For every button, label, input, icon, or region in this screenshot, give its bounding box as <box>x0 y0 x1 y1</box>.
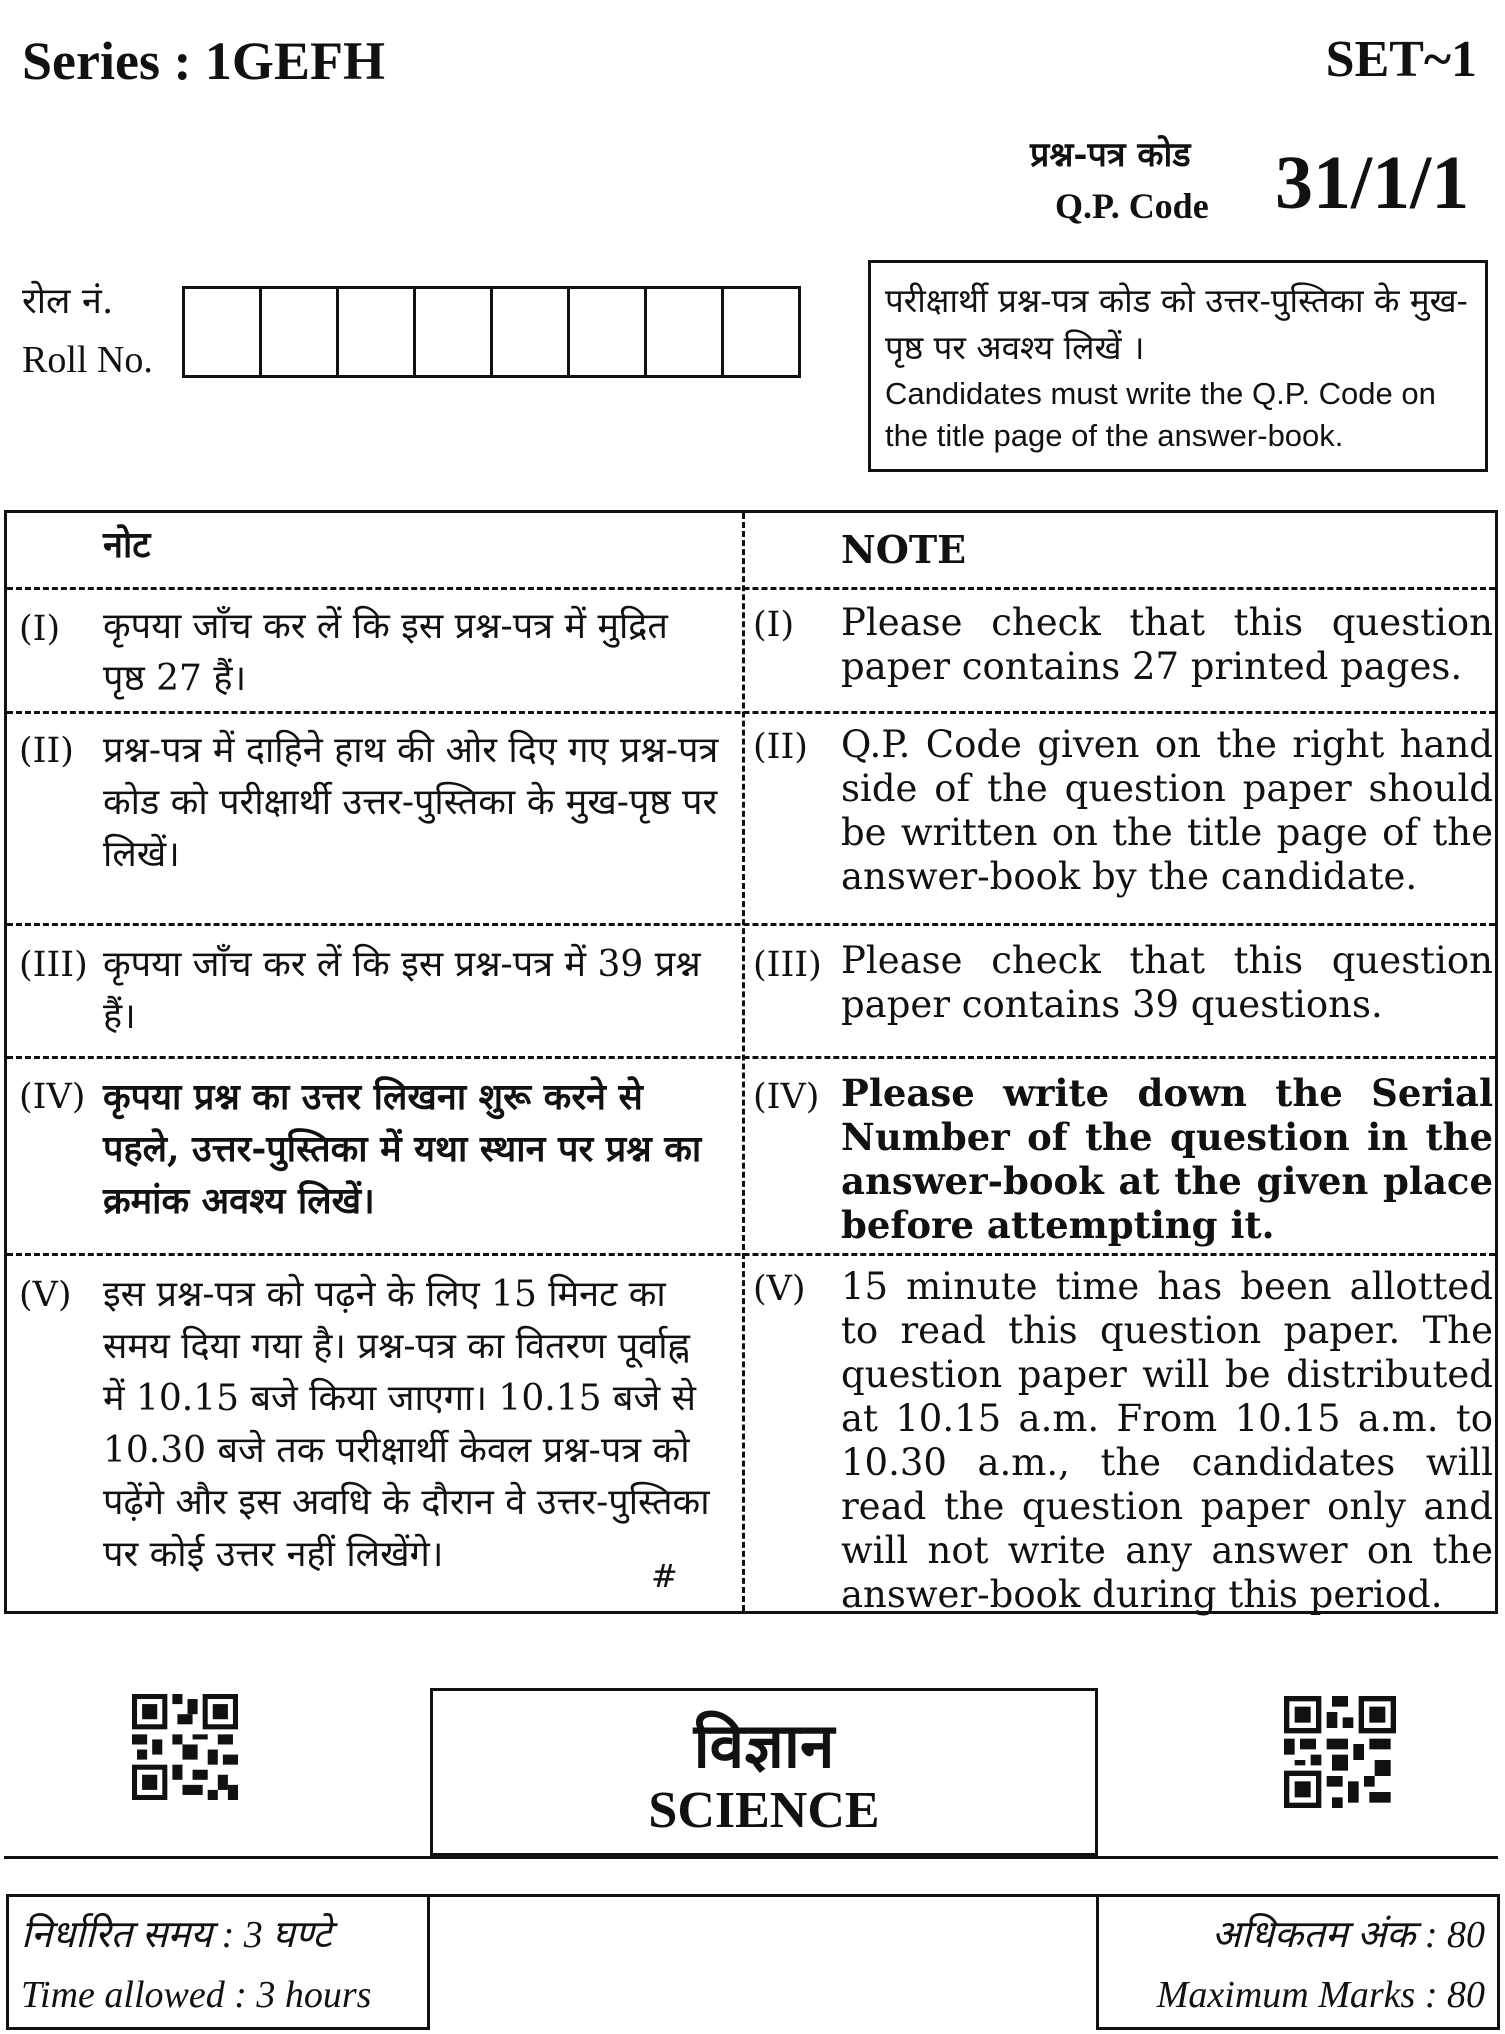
row-number: (V) <box>19 1275 72 1315</box>
row-divider <box>7 587 1495 590</box>
row-divider <box>7 1056 1495 1059</box>
qp-code-value: 31/1/1 <box>1275 141 1470 225</box>
note-row-hindi: कृपया जाँच कर लें कि इस प्रश्न-पत्र में 39 प्रश्न हैं। <box>103 944 701 1037</box>
subject-title-english: SCIENCE <box>648 1782 880 1839</box>
row-number: (II) <box>753 727 808 767</box>
candidate-instruction-english: Candidates must write the Q.P. Code on the title page of the answer-book. <box>885 376 1436 453</box>
note-row-english: 15 minute time has been allotted to read this question paper. The question paper will be distributed at 10.15 a.m. From 10.15 a.m. to 10.30 a.m., the candidates will read the question paper only and will not write any answer on the answer-book during this period. <box>841 1265 1493 1616</box>
row-divider <box>7 923 1495 926</box>
roll-digit-box[interactable] <box>724 289 798 375</box>
row-number: (I) <box>19 609 61 649</box>
series-label: Series : 1GEFH <box>22 31 385 91</box>
qp-code-label-english: Q.P. Code <box>1055 186 1209 226</box>
note-header-english: NOTE <box>841 527 967 572</box>
candidate-instruction-box <box>868 260 1488 472</box>
note-row-hindi: कृपया प्रश्न का उत्तर लिखना शुरू करने से पहले, उत्तर-पुस्तिका में यथा स्थान पर प्रश्न का क्रमांक अवश्य लिखें। <box>103 1076 702 1222</box>
hash-mark: # <box>651 1557 678 1595</box>
subject-box <box>430 1688 1098 1856</box>
note-header-hindi: नोट <box>103 524 151 566</box>
roll-digit-box[interactable] <box>570 289 647 375</box>
row-divider <box>7 711 1495 714</box>
note-row-hindi: इस प्रश्न-पत्र को पढ़ने के लिए 15 मिनट का समय दिया गया है। प्रश्न-पत्र का वितरण पूर्वाह्न में 10.15 बजे किया जाएगा। 10.15 बजे से 10.30 बजे तक परीक्षार्थी केवल प्रश्न-पत्र को पढ़ेंगे और इस अवधि के दौरान वे उत्तर-पुस्तिका पर कोई उत्तर नहीं लिखेंगे। <box>103 1274 710 1575</box>
roll-number-boxes[interactable] <box>182 286 801 378</box>
qr-code-right <box>1284 1694 1396 1810</box>
time-allowed-english: Time allowed : 3 hours <box>21 1974 372 2016</box>
note-row-english: Please check that this question paper contains 39 questions. <box>841 939 1493 1026</box>
footer-rule <box>430 1894 1096 1897</box>
roll-digit-box[interactable] <box>493 289 570 375</box>
row-number: (I) <box>753 605 795 645</box>
note-row-english: Please check that this question paper contains 27 printed pages. <box>841 601 1493 688</box>
horizontal-rule <box>4 1856 1498 1859</box>
row-number: (IV) <box>19 1077 86 1117</box>
row-number: (II) <box>19 731 74 771</box>
note-row-english: Please write down the Serial Number of the question in the answer-book at the given place before attempting it. <box>841 1071 1493 1247</box>
row-number: (III) <box>19 945 88 985</box>
maximum-marks-english: Maximum Marks : 80 <box>1156 1974 1485 2016</box>
roll-label-hindi: रोल नं. <box>22 281 114 322</box>
set-label: SET~1 <box>1325 31 1477 88</box>
row-number: (V) <box>753 1269 806 1309</box>
roll-label-english: Roll No. <box>22 339 153 381</box>
roll-digit-box[interactable] <box>647 289 724 375</box>
maximum-marks-hindi: अधिकतम अंक : 80 <box>1211 1914 1485 1956</box>
qp-code-label-hindi: प्रश्न-पत्र कोड <box>1030 135 1191 175</box>
time-allowed-box <box>6 1894 430 2030</box>
column-divider <box>742 513 745 1611</box>
maximum-marks-box <box>1096 1894 1500 2030</box>
note-row-english: Q.P. Code given on the right hand side of the question paper should be written on the title page of the answer-book by the candidate. <box>841 723 1493 898</box>
row-divider <box>7 1253 1495 1256</box>
qr-code-left <box>132 1694 238 1800</box>
row-number: (IV) <box>753 1077 820 1117</box>
roll-digit-box[interactable] <box>339 289 416 375</box>
note-row-hindi: प्रश्न-पत्र में दाहिने हाथ की ओर दिए गए प्रश्न-पत्र कोड को परीक्षार्थी उत्तर-पुस्तिका के मुख-पृष्ठ पर लिखें। <box>103 730 719 875</box>
note-table <box>4 510 1498 1614</box>
candidate-instruction-hindi: परीक्षार्थी प्रश्न-पत्र कोड को उत्तर-पुस्तिका के मुख-पृष्ठ पर अवश्य लिखें । <box>885 281 1468 367</box>
subject-title-hindi: विज्ञान <box>693 1709 835 1782</box>
time-allowed-hindi: निर्धारित समय : 3 घण्टे <box>21 1914 332 1956</box>
roll-digit-box[interactable] <box>416 289 493 375</box>
roll-digit-box[interactable] <box>185 289 262 375</box>
roll-digit-box[interactable] <box>262 289 339 375</box>
row-number: (III) <box>753 945 822 985</box>
note-row-hindi: कृपया जाँच कर लें कि इस प्रश्न-पत्र में मुद्रित पृष्ठ 27 हैं। <box>103 606 668 699</box>
